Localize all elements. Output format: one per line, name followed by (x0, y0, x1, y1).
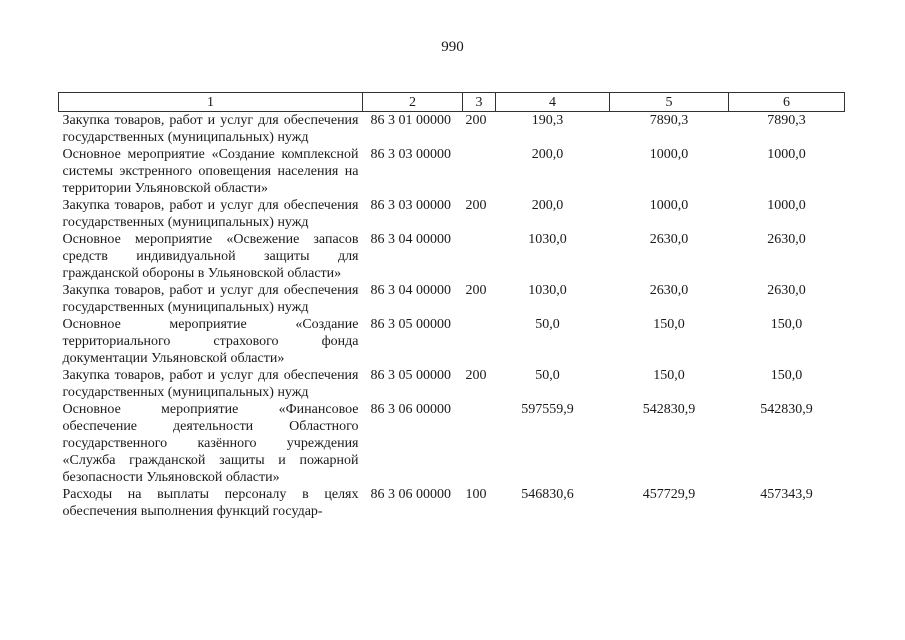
row-name: Основное мероприятие «Освежение запасов средств индивидуальной защиты для гражданской обороны в Ульяновской области» (62, 232, 359, 281)
row-vr: 100 (465, 487, 487, 502)
table-row (59, 282, 845, 316)
row-csr: 86 3 06 00000 (370, 487, 451, 502)
row-amount-col5: 1000,0 (649, 147, 689, 162)
row-vr (463, 316, 496, 367)
header-col-5: 5 (610, 93, 729, 112)
header-col-3: 3 (463, 93, 496, 112)
row-vr (463, 146, 496, 197)
row-vr (463, 401, 496, 486)
row-csr: 86 3 04 00000 (370, 232, 451, 247)
row-vr (463, 231, 496, 282)
table-row (59, 401, 845, 486)
row-csr: 86 3 03 00000 (370, 198, 451, 213)
header-row (59, 93, 845, 112)
header-col-4: 4 (496, 93, 610, 112)
row-amount-col6: 150,0 (770, 317, 803, 332)
row-amount-col4: 200,0 (531, 198, 564, 213)
row-csr: 86 3 05 00000 (370, 368, 451, 383)
row-amount-col5: 150,0 (653, 317, 685, 332)
row-amount-col6: 2630,0 (767, 283, 806, 298)
row-vr: 200 (465, 198, 487, 213)
row-name: Расходы на выплаты персоналу в целях обеспечения выполнения функций государ- (62, 487, 359, 519)
row-csr: 86 3 03 00000 (370, 147, 451, 162)
row-name: Закупка товаров, работ и услуг для обеспечения государственных (муниципальных) нужд (62, 368, 359, 400)
row-amount-col4: 546830,6 (521, 487, 574, 502)
row-name: Основное мероприятие «Создание комплексной системы экстренного оповещения населения на территории Ульяновской области» (62, 147, 359, 196)
row-vr: 200 (465, 113, 487, 128)
row-amount-col6: 1000,0 (767, 147, 806, 162)
row-amount-col5: 150,0 (653, 368, 685, 383)
row-amount-col4: 1030,0 (528, 283, 567, 298)
row-vr: 200 (465, 368, 487, 383)
header-col-6: 6 (729, 93, 845, 112)
row-name: Основное мероприятие «Создание территориального страхового фонда документации Ульяновской области» (62, 317, 359, 366)
row-vr: 200 (465, 283, 487, 298)
row-name: Закупка товаров, работ и услуг для обеспечения государственных (муниципальных) нужд (62, 283, 359, 315)
row-amount-col6: 7890,3 (767, 113, 806, 128)
table-row (59, 316, 845, 367)
table-header (59, 93, 845, 112)
header-col-2: 2 (363, 93, 463, 112)
row-amount-col4: 597559,9 (521, 402, 574, 417)
row-csr: 86 3 01 00000 (370, 113, 451, 128)
table-row (59, 146, 845, 197)
row-csr: 86 3 04 00000 (370, 283, 451, 298)
row-amount-col5: 457729,9 (642, 487, 696, 502)
table-row (59, 197, 845, 231)
row-amount-col4: 50,0 (535, 368, 560, 383)
row-amount-col6: 457343,9 (760, 487, 813, 502)
row-amount-col5: 1000,0 (649, 198, 689, 213)
row-amount-col5: 2630,0 (649, 232, 689, 247)
table-row (59, 112, 845, 147)
table-row (59, 486, 845, 520)
row-amount-col5: 542830,9 (642, 402, 696, 417)
row-name: Закупка товаров, работ и услуг для обеспечения государственных (муниципальных) нужд (62, 113, 359, 145)
row-amount-col4: 200,0 (531, 147, 564, 162)
row-amount-col4: 190,3 (531, 113, 564, 128)
row-amount-col4: 50,0 (535, 317, 560, 332)
row-amount-col5: 7890,3 (649, 113, 689, 128)
row-csr: 86 3 05 00000 (370, 317, 451, 332)
page-number: 990 (441, 39, 464, 55)
row-csr: 86 3 06 00000 (370, 402, 451, 417)
table-row (59, 231, 845, 282)
row-amount-col4: 1030,0 (528, 232, 567, 247)
row-amount-col6: 1000,0 (767, 198, 806, 213)
row-amount-col6: 542830,9 (760, 402, 813, 417)
row-amount-col6: 2630,0 (767, 232, 806, 247)
budget-table (58, 92, 845, 520)
row-name: Основное мероприятие «Финансовое обеспечение деятельности Областного государственного казённого учреждения «Служба гражданской защиты и пожарной безопасности Ульяновской области» (62, 402, 359, 485)
table-body (59, 112, 845, 521)
row-amount-col5: 2630,0 (649, 283, 689, 298)
row-name: Закупка товаров, работ и услуг для обеспечения государственных (муниципальных) нужд (62, 198, 359, 230)
row-amount-col6: 150,0 (770, 368, 803, 383)
table-row (59, 367, 845, 401)
header-col-1: 1 (59, 93, 363, 112)
